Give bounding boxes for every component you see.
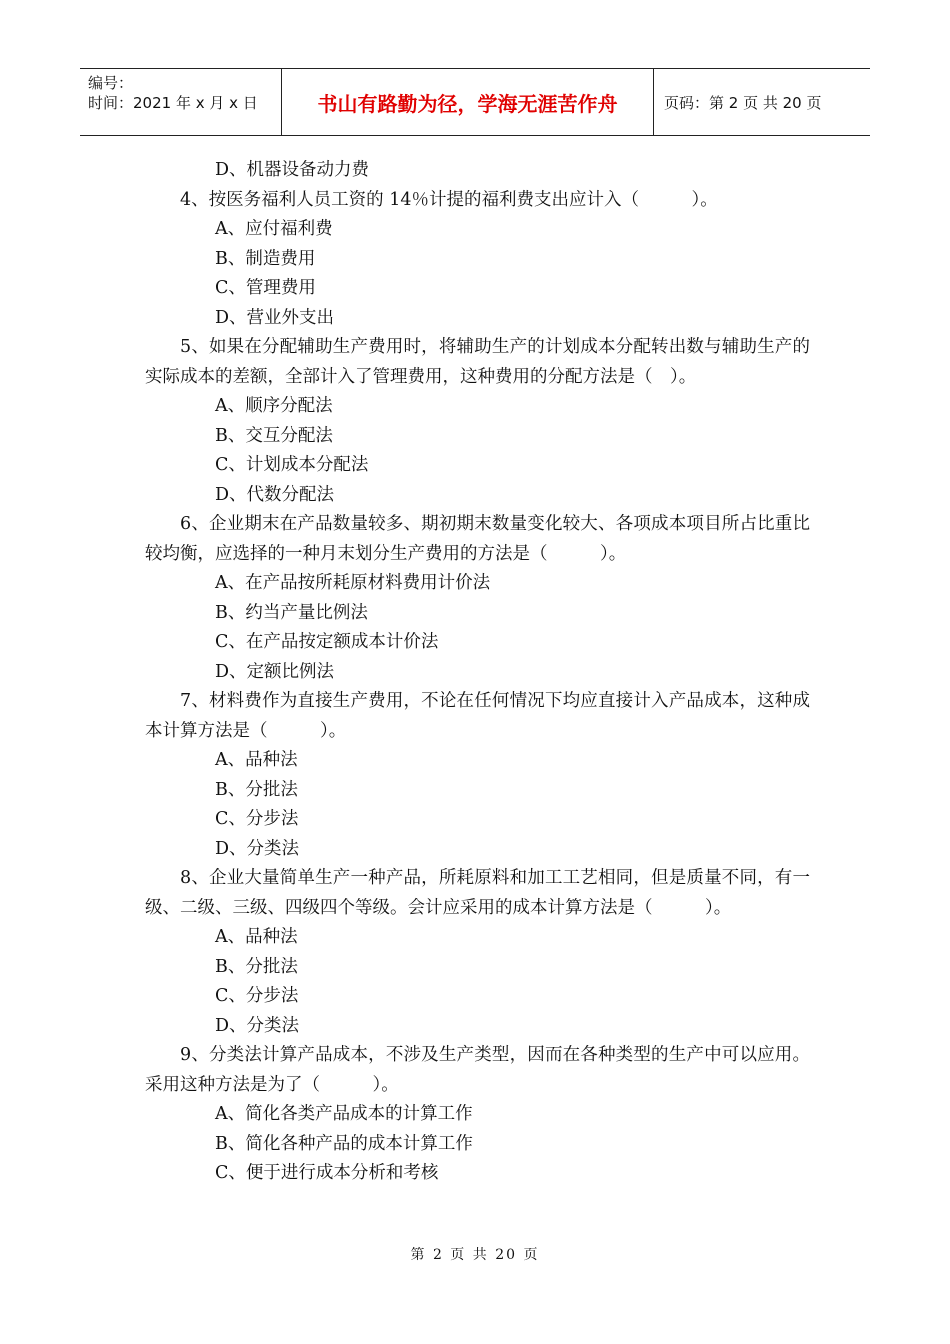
- answer-option: C、计划成本分配法: [215, 455, 369, 475]
- answer-option: A、顺序分配法: [215, 396, 333, 416]
- answer-option: C、分步法: [215, 986, 299, 1006]
- answer-option: D、代数分配法: [215, 484, 335, 505]
- answer-option: C、在产品按定额成本计价法: [215, 632, 439, 652]
- answer-option: D、分类法: [215, 1015, 300, 1036]
- page-footer: 第 2 页 共 20 页: [410, 1247, 540, 1263]
- header-meta: [80, 69, 282, 135]
- answer-option: B、分批法: [215, 956, 298, 977]
- answer-option: B、简化各种产品的成本计算工作: [215, 1133, 473, 1154]
- page-header: [80, 68, 870, 136]
- answer-option: C、分步法: [215, 809, 299, 829]
- answer-option: A、品种法: [215, 750, 298, 770]
- question-text: 7、材料费作为直接生产费用，不论在任何情况下均应直接计入产品成本，这种成本计算方法是（ ）。: [145, 691, 810, 741]
- number-label: 编号：: [88, 74, 134, 92]
- question-text: 4、按医务福利人员工资的 14％计提的福利费支出应计入（ ）。: [180, 189, 718, 210]
- answer-option: D、分类法: [215, 838, 300, 859]
- answer-option: A、品种法: [215, 927, 298, 947]
- date-label: 时间：2021 年 x 月 x 日: [88, 94, 258, 112]
- header-motto: 书山有路勤为径，学海无涯苦作舟: [282, 69, 654, 135]
- answer-option: A、应付福利费: [215, 219, 333, 239]
- question-text: 5、如果在分配辅助生产费用时，将辅助生产的计划成本分配转出数与辅助生产的实际成本的差额，全部计入了管理费用，这种费用的分配方法是（ ）。: [145, 337, 810, 387]
- question-text: 6、企业期末在产品数量较多、期初期末数量变化较大、各项成本项目所占比重比较均衡，应选择的一种月末划分生产费用的方法是（ ）。: [145, 514, 810, 564]
- answer-option: D、营业外支出: [215, 307, 335, 328]
- answer-option: A、在产品按所耗原材料费用计价法: [215, 573, 491, 593]
- document-body: [0, 156, 950, 1189]
- answer-option: D、机器设备动力费: [215, 160, 370, 180]
- answer-option: C、便于进行成本分析和考核: [215, 1163, 439, 1183]
- answer-option: C、管理费用: [215, 278, 316, 298]
- question-text: 9、分类法计算产品成本，不涉及生产类型，因而在各种类型的生产中可以应用。采用这种方法是为了（ ）。: [145, 1045, 810, 1095]
- answer-option: A、简化各类产品成本的计算工作: [215, 1104, 473, 1124]
- header-page-info: 页码：第 2 页 共 20 页: [664, 93, 822, 112]
- answer-option: D、定额比例法: [215, 661, 335, 682]
- question-text: 8、企业大量简单生产一种产品，所耗原料和加工工艺相同，但是质量不同，有一级、二级、三级、四级四个等级。会计应采用的成本计算方法是（ ）。: [145, 868, 810, 918]
- answer-option: B、约当产量比例法: [215, 602, 368, 623]
- answer-option: B、交互分配法: [215, 425, 333, 446]
- answer-option: B、制造费用: [215, 248, 316, 269]
- answer-option: B、分批法: [215, 779, 298, 800]
